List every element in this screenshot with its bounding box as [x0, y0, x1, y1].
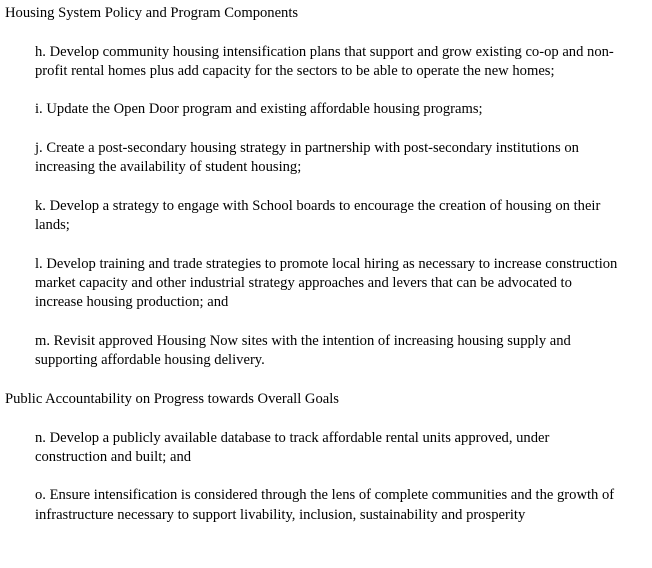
list-item-k: k. Develop a strategy to engage with School boards to encourage the creation of housing on their lands;: [35, 197, 601, 234]
list-item-n: n. Develop a publicly available database to track affordable rental units approved, under construction and built; and: [35, 429, 550, 465]
section-public-accountability: [5, 390, 652, 525]
section-housing-system-policy: [5, 4, 652, 371]
section-heading: Public Accountability on Progress towards Overall Goals: [5, 390, 339, 407]
list-item-o: o. Ensure intensification is considered through the lens of complete communities and the growth of infrastructure necessary to support livability, inclusion, sustainability and prosperity: [35, 487, 615, 523]
list-item-j: j. Create a post-secondary housing strategy in partnership with post-secondary institutions on increasing the availability of student housing;: [35, 140, 579, 176]
list-item-i: i. Update the Open Door program and existing affordable housing programs;: [35, 101, 483, 118]
list-item-h: h. Develop community housing intensification plans that support and grow existing co-op and non-profit rental homes plus add capacity for the sectors to be able to operate the new homes;: [35, 43, 614, 79]
list-item-m: m. Revisit approved Housing Now sites with the intention of increasing housing supply and supporting affordable housing delivery.: [35, 333, 571, 369]
list-item-l: l. Develop training and trade strategies to promote local hiring as necessary to increase construction market capacity and other industrial strategy approaches and levers that can be advocated to increase housing production; and: [35, 255, 618, 311]
section-heading: Housing System Policy and Program Components: [5, 5, 299, 21]
